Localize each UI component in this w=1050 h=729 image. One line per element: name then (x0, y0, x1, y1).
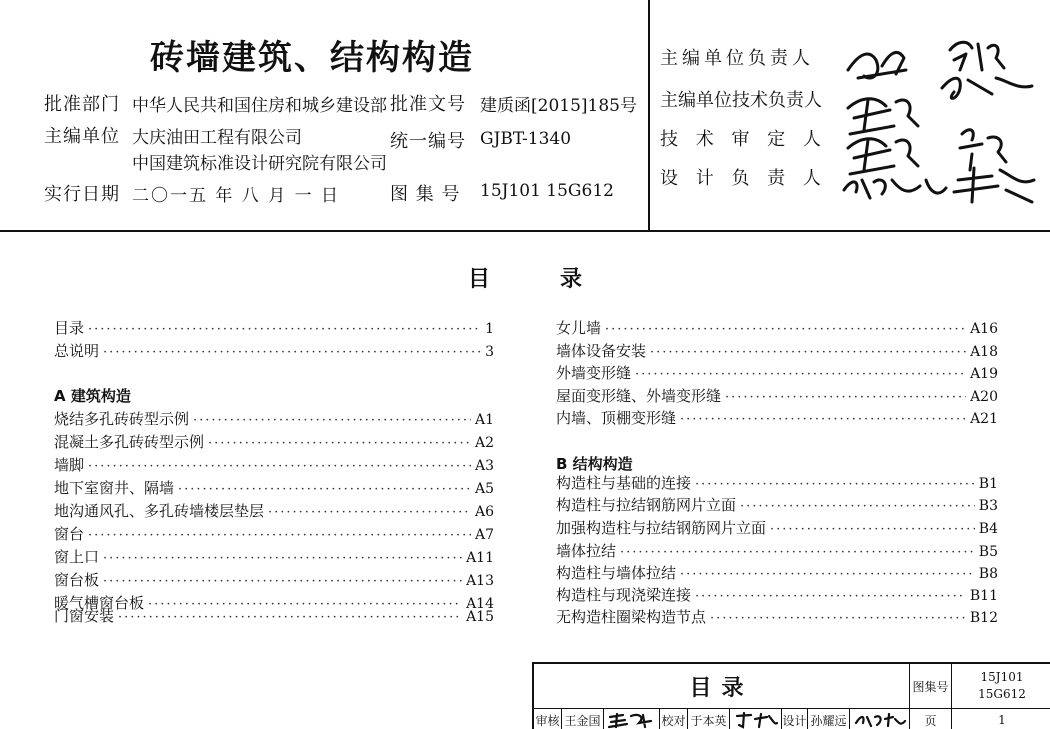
leader-dots (208, 436, 471, 451)
toc-entry-page: B12 (969, 610, 998, 626)
section-a-heading: A 建筑构造 (54, 387, 131, 405)
toc-entry-page: A3 (474, 458, 494, 474)
toc-entry-label: 墙体拉结 (556, 542, 617, 560)
page-label: 页 (924, 713, 937, 728)
toc-entry[interactable] (556, 540, 998, 562)
toc-entry-page: B8 (978, 566, 998, 582)
leader-dots (680, 412, 966, 427)
toc-entry[interactable] (556, 494, 998, 516)
toc-entry[interactable] (556, 606, 998, 628)
toc-entry-page: A18 (970, 344, 998, 360)
page-number-cell (952, 709, 1050, 729)
unified-no-label: 统一编号 (390, 131, 466, 152)
toc-entry-label: 墙脚 (54, 456, 85, 474)
document-title: 砖墙建筑、结构构造 (150, 38, 474, 78)
designer-cell (808, 709, 850, 729)
toc-entry[interactable] (556, 584, 998, 606)
effective-date-label: 实行日期 (44, 184, 120, 205)
tech-reviewer-label: 技 术 审 定 人 (660, 129, 827, 150)
toc-entry-page: A5 (474, 481, 494, 497)
header-divider (648, 0, 650, 232)
toc-entry-label: 混凝土多孔砖砖型示例 (54, 433, 205, 451)
chief-unit-head-label: 主编单位负责人 (660, 48, 814, 69)
section-b-heading: B 结构构造 (556, 455, 633, 473)
leader-dots (178, 482, 471, 497)
reviewer-cell (562, 709, 604, 729)
review-label: 审核 (535, 713, 560, 728)
atlas-number-cell (952, 664, 1050, 708)
toc-entry[interactable] (556, 362, 998, 384)
toc-entry-page: B1 (978, 476, 998, 492)
leader-dots (620, 545, 975, 560)
approval-doc-number: 建质函[2015]185号 (480, 96, 637, 116)
toc-entry[interactable] (556, 385, 998, 407)
effective-date: 二〇一五 年 八 月 一 日 (132, 186, 341, 206)
toc-entry-label: 屋面变形缝、外墙变形缝 (556, 387, 722, 405)
toc-entry-page: A7 (474, 527, 494, 543)
toc-entry-label: 地沟通风孔、多孔砖墙楼层垫层 (54, 502, 265, 520)
toc-entry-label: 内墙、顶棚变形缝 (556, 409, 677, 427)
atlas-no-label: 图 集 号 (390, 184, 461, 205)
atlas-label-cell (910, 664, 952, 708)
leader-dots (193, 413, 471, 428)
editor-unit-2: 中国建筑标准设计研究院有限公司 (132, 154, 387, 174)
toc-entry[interactable] (54, 408, 494, 430)
toc-entry-label: 加强构造柱与拉结钢筋网片立面 (556, 519, 767, 537)
editor-unit-label: 主编单位 (44, 126, 120, 147)
checker-signature (733, 711, 779, 729)
check-label: 校对 (661, 713, 686, 728)
toc-entry-label: 无构造柱圈梁构造节点 (556, 608, 707, 626)
toc-entry[interactable] (54, 605, 494, 627)
atlas-number-1: 15J101 (980, 670, 1024, 684)
toc-title-right: 录 (560, 267, 583, 292)
unified-no: GJBT-1340 (480, 129, 572, 149)
toc-entry-page: A11 (466, 550, 494, 566)
leader-dots (740, 499, 975, 514)
title-block-main (534, 664, 910, 708)
leader-dots (695, 589, 966, 604)
toc-entry-page: B11 (969, 588, 998, 604)
toc-entry-label: 暖气槽窗台板 (54, 594, 145, 612)
toc-entry-page: A6 (474, 504, 494, 520)
toc-entry[interactable] (556, 562, 998, 584)
chief-unit-tech-head-label: 主编单位技术负责人 (660, 90, 822, 111)
leader-dots (88, 459, 471, 474)
toc-entry-label: 窗上口 (54, 548, 100, 566)
leader-dots (103, 345, 481, 360)
toc-entry[interactable] (556, 340, 998, 362)
toc-entry[interactable] (54, 340, 494, 362)
toc-entry[interactable] (54, 546, 494, 568)
leader-dots (650, 345, 966, 360)
title-block-main-text: 目录 (689, 675, 754, 701)
design-label: 设计 (782, 713, 807, 728)
approval-dept: 中华人民共和国住房和城乡建设部 (132, 96, 387, 116)
handwritten-signatures (842, 30, 1042, 205)
checker-name: 于本英 (690, 713, 727, 728)
toc-entry[interactable] (556, 317, 998, 339)
toc-entry[interactable] (54, 431, 494, 453)
toc-entry-label: 墙体设备安装 (556, 342, 647, 360)
checker-cell (688, 709, 730, 729)
toc-entry-label: 目录 (54, 319, 85, 337)
toc-entry-label: 总说明 (54, 342, 100, 360)
toc-entry-page: A14 (466, 596, 494, 612)
leader-dots (695, 477, 975, 492)
cover-header (0, 0, 1050, 232)
toc-entry-label: 窗台板 (54, 571, 100, 589)
atlas-no: 15J101 15G612 (480, 181, 614, 201)
atlas-label: 图集号 (912, 679, 949, 694)
toc-entry-label: 构造柱与现浇梁连接 (556, 586, 692, 604)
toc-entry-page: A13 (466, 573, 494, 589)
toc-entry-label: 外墙变形缝 (556, 364, 632, 382)
leader-dots (710, 611, 966, 626)
leader-dots (268, 505, 471, 520)
approval-doc-label: 批准文号 (390, 94, 466, 115)
toc-entry-page: A21 (970, 411, 998, 427)
design-lead-label: 设 计 负 责 人 (660, 168, 827, 189)
toc-title-left: 目 (468, 267, 491, 292)
toc-entry-label: 构造柱与拉结钢筋网片立面 (556, 496, 737, 514)
design-label-cell (782, 709, 808, 729)
toc-entry-page: 3 (485, 344, 494, 360)
toc-entry[interactable] (556, 472, 998, 494)
leader-dots (635, 367, 966, 382)
check-label-cell (660, 709, 688, 729)
designer-signature-cell (850, 709, 910, 729)
toc-entry-page: A15 (466, 609, 494, 625)
leader-dots (88, 528, 471, 543)
toc-entry-label: 构造柱与基础的连接 (556, 474, 692, 492)
toc-entry-label: 烧结多孔砖砖型示例 (54, 410, 190, 428)
leader-dots (770, 522, 975, 537)
toc-entry[interactable] (54, 500, 494, 522)
toc-entry-label: 门窗安装 (54, 607, 115, 625)
reviewer-signature-cell (604, 709, 660, 729)
leader-dots (605, 322, 966, 337)
leader-dots (725, 390, 966, 405)
leader-dots (103, 574, 462, 589)
designer-name: 孙耀远 (810, 713, 847, 728)
approval-dept-label: 批准部门 (44, 94, 120, 115)
leader-dots (88, 322, 481, 337)
atlas-number-2: 15G612 (978, 687, 1026, 701)
reviewer-name: 王金国 (564, 713, 601, 728)
toc-entry-label: 构造柱与墙体拉结 (556, 564, 677, 582)
toc-entry[interactable] (54, 317, 494, 339)
editor-unit-1: 大庆油田工程有限公司 (132, 128, 302, 148)
toc-entry-page: B4 (978, 521, 998, 537)
toc-entry-page: A1 (474, 412, 494, 428)
leader-dots (118, 610, 462, 625)
toc-entry-page: 1 (485, 321, 494, 337)
checker-signature-cell (730, 709, 782, 729)
toc-entry-page: A2 (474, 435, 494, 451)
toc-entry[interactable] (556, 517, 998, 539)
toc-entry-page: A20 (970, 389, 998, 405)
page-label-cell (910, 709, 952, 729)
toc-entry[interactable] (54, 569, 494, 591)
title-block (532, 662, 1050, 729)
toc-entry-label: 地下室窗井、隔墙 (54, 479, 175, 497)
page-number: 1 (998, 713, 1006, 727)
toc-entry-page: A19 (970, 366, 998, 382)
review-label-cell (534, 709, 562, 729)
toc-entry[interactable] (54, 454, 494, 476)
toc-entry-page: A16 (970, 321, 998, 337)
designer-signature (853, 711, 907, 729)
leader-dots (680, 567, 975, 582)
leader-dots (103, 551, 462, 566)
toc-entry[interactable] (54, 477, 494, 499)
toc-entry[interactable] (54, 523, 494, 545)
toc-entry-page: B3 (978, 498, 998, 514)
toc-entry-label: 窗台 (54, 525, 85, 543)
toc-entry-page: B5 (978, 544, 998, 560)
reviewer-signature (607, 711, 657, 729)
toc-entry[interactable] (556, 407, 998, 429)
toc-entry-label: 女儿墙 (556, 319, 602, 337)
